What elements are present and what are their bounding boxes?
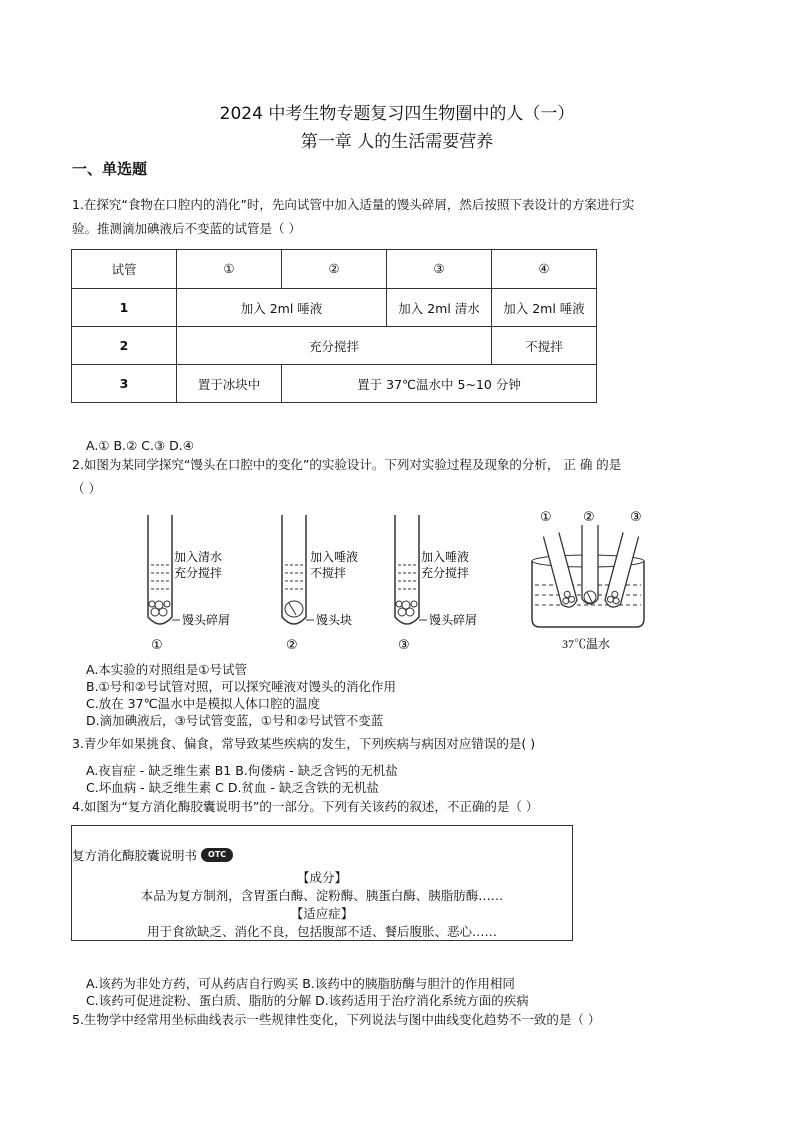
- q4-options: [86, 975, 529, 1009]
- q1-stem-line2: 验。推测滴加碘液后不变蓝的试管是（ ）: [72, 221, 301, 236]
- q3-option-cd: C.坏血病 - 缺乏维生素 C D.贫血 - 缺乏含铁的无机盐: [86, 780, 379, 795]
- ingredients-heading: 【成分】: [296, 870, 347, 885]
- tube1-number: ①: [151, 638, 163, 653]
- tube3-text: 加入唾液: [421, 550, 470, 564]
- bath-number: ③: [630, 510, 642, 525]
- q4-option-ab: A.该药为非处方药，可从药店自行购买 B.该药中的胰脂肪酶与胆汁的作用相同: [86, 976, 515, 991]
- q1-table: [71, 249, 597, 403]
- q2-stem-line1: 2.如图为某同学探究“馒头在口腔中的变化”的实验设计。下列对实验过程及现象的分析， 正 确 的是: [72, 457, 622, 472]
- q3-option-ab: A.夜盲症 - 缺乏维生素 B1 B.佝偻病 - 缺乏含钙的无机盐: [86, 763, 398, 778]
- table-row-label: 2: [72, 327, 177, 365]
- table-cell: 置于冰块中: [177, 365, 282, 403]
- table-row-label: 1: [72, 289, 177, 327]
- q2-stem-line2: （ ）: [72, 481, 101, 496]
- table-header-cell: ①: [177, 250, 282, 289]
- section-heading: 一、单选题: [72, 160, 148, 178]
- tube1-text: 加入清水: [174, 550, 223, 564]
- q1-options: A.① B.② C.③ D.④: [86, 438, 194, 453]
- table-row-label: 3: [72, 365, 177, 403]
- q2-options: [86, 661, 396, 729]
- q4-instruction-box: [71, 825, 573, 941]
- tube3-label: 馒头碎屑: [429, 613, 478, 627]
- tube2-text: 加入唾液: [310, 550, 359, 564]
- box-title: 复方消化酶胶囊说明书: [72, 848, 198, 863]
- indication-heading: 【适应症】: [290, 906, 354, 921]
- q2-option-c: C.放在 37℃温水中是模拟人体口腔的温度: [86, 696, 321, 711]
- q2-figure: [130, 505, 660, 655]
- table-header-cell: ②: [282, 250, 387, 289]
- otc-badge: OTC: [201, 848, 233, 862]
- chapter-title: 第一章 人的生活需要营养: [300, 132, 494, 152]
- bath-number: ①: [540, 510, 552, 525]
- tube1-text: 充分搅拌: [174, 566, 223, 580]
- bath-label: 37℃温水: [562, 637, 611, 651]
- table-header-cell: 试管: [72, 250, 177, 289]
- indication-text: 用于食欲缺乏、消化不良，包括腹部不适、餐后腹胀、恶心……: [146, 924, 497, 939]
- table-cell: 置于 37℃温水中 5~10 分钟: [282, 365, 597, 403]
- page-title: 2024 中考生物专题复习四生物圈中的人（一）: [219, 104, 575, 124]
- q3-stem: 3.青少年如果挑食、偏食，常导致某些疾病的发生，下列疾病与病因对应错误的是( ): [72, 736, 536, 751]
- table-header-cell: ④: [492, 250, 597, 289]
- water-bath: [532, 525, 644, 627]
- table-cell: 充分搅拌: [177, 327, 492, 365]
- q2-option-b: B.①号和②号试管对照，可以探究唾液对馒头的消化作用: [86, 679, 396, 694]
- table-cell: 加入 2ml 唾液: [177, 289, 387, 327]
- table-header-cell: ③: [387, 250, 492, 289]
- tube2-label: 馒头块: [316, 613, 353, 627]
- table-cell: 加入 2ml 唾液: [492, 289, 597, 327]
- q1-stem: [72, 193, 722, 241]
- tube3-number: ③: [398, 638, 410, 653]
- tube2-number: ②: [286, 638, 298, 653]
- q5-stem: 5.生物学中经常用坐标曲线表示一些规律性变化，下列说法与图中曲线变化趋势不一致的是（ ）: [72, 1012, 601, 1027]
- tube1-label: 馒头碎屑: [182, 613, 231, 627]
- table-cell: 加入 2ml 清水: [387, 289, 492, 327]
- q2-stem: [72, 453, 722, 501]
- q4-option-cd: C.该药可促进淀粉、蛋白质、脂肪的分解 D.该药适用于治疗消化系统方面的疾病: [86, 993, 529, 1008]
- ingredients-text: 本品为复方制剂，含胃蛋白酶、淀粉酶、胰蛋白酶、胰脂肪酶……: [140, 888, 504, 903]
- q4-stem: 4.如图为“复方消化酶胶囊说明书”的一部分。下列有关该药的叙述，不正确的是（ ）: [72, 799, 539, 814]
- box-title-row: [72, 846, 233, 864]
- tube2-text: 不搅拌: [310, 566, 347, 580]
- table-cell: 不搅拌: [492, 327, 597, 365]
- tube3-text: 充分搅拌: [421, 566, 470, 580]
- q3-options: [86, 762, 398, 796]
- q2-option-a: A.本实验的对照组是①号试管: [86, 662, 248, 677]
- q1-stem-line1: 1.在探究“食物在口腔内的消化”时，先向试管中加入适量的馒头碎屑，然后按照下表设计的方案进行实: [72, 197, 635, 212]
- q2-option-d: D.滴加碘液后，③号试管变蓝，①号和②号试管不变蓝: [86, 713, 384, 728]
- bath-number: ②: [583, 510, 595, 525]
